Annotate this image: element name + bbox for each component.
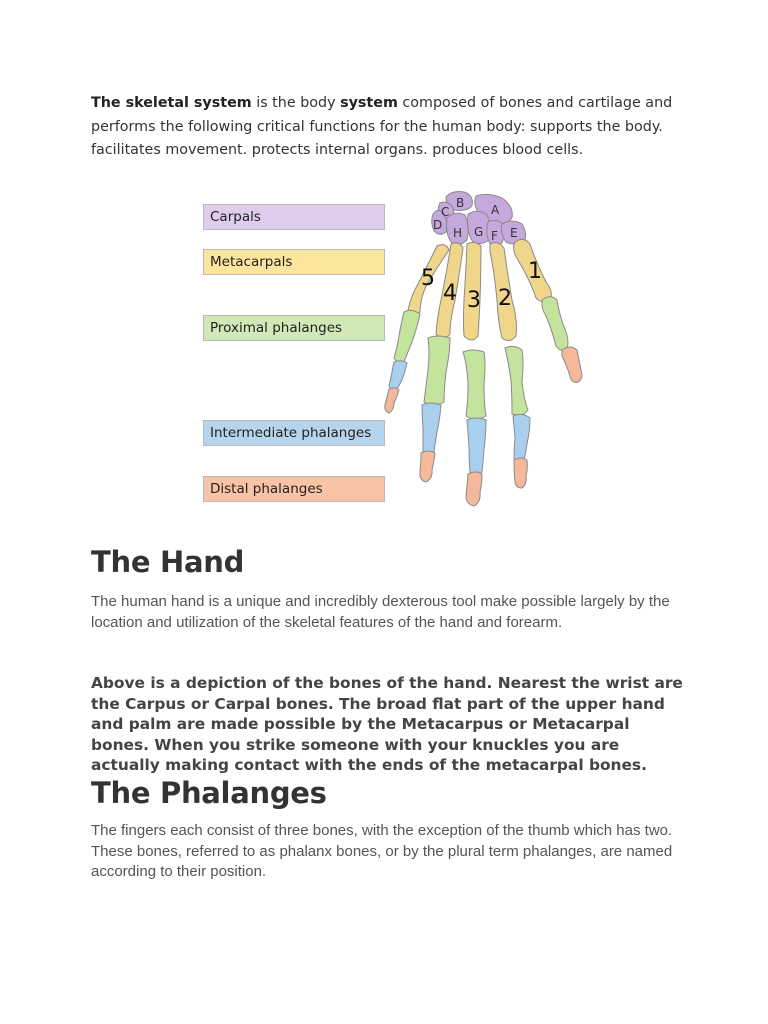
hand-bones-diagram [375, 185, 595, 515]
distal-phalanx-finger-3 [466, 472, 482, 506]
legend-carpals: Carpals [203, 204, 385, 230]
intermediate-phalanx-finger-2 [513, 414, 530, 460]
carpal-letter-c: C [441, 205, 450, 219]
proximal-phalanx-finger-4 [424, 336, 450, 405]
distal-phalanx-finger-2 [514, 458, 527, 488]
intro-term-skeletal-system: The skeletal system [91, 95, 252, 111]
legend-intermediate-phalanges: Intermediate phalanges [203, 420, 385, 446]
carpal-letter-f: F [491, 229, 498, 243]
heading-the-phalanges: The Phalanges [91, 776, 327, 810]
finger-number-1: 1 [528, 259, 542, 284]
proximal-phalanx-finger-3 [463, 350, 486, 419]
proximal-phalanx-finger-2 [505, 346, 528, 415]
legend-proximal-phalanges: Proximal phalanges [203, 315, 385, 341]
finger-number-2: 2 [498, 286, 512, 311]
heading-the-hand: The Hand [91, 545, 245, 579]
carpal-letter-a: A [491, 203, 500, 217]
legend-distal-phalanges: Distal phalanges [203, 476, 385, 502]
carpal-letter-d: D [433, 218, 443, 232]
carpal-letter-g: G [474, 225, 484, 239]
finger-number-4: 4 [443, 281, 457, 306]
intermediate-phalanx-finger-5 [389, 361, 407, 390]
intermediate-phalanx-bones [389, 361, 530, 474]
intro-text-1: is the body [251, 95, 341, 111]
distal-phalanx-finger-4 [420, 451, 435, 482]
carpal-letter-b: B [456, 196, 465, 210]
paragraph-the-phalanges: The fingers each consist of three bones, with the exception of the thumb which has two. These bones, referred to as phalanx bones, or by the plural term phalanges, are named according to their position. [91, 822, 673, 880]
distal-phalanx-finger-5 [385, 388, 399, 413]
intro-text-2: composed of bones and cartilage and performs the following critical functions for the human body: supports the body. facilitates movement. protects internal organs. produces blood cells. [91, 95, 673, 158]
proximal-phalanx-finger-5 [394, 310, 420, 362]
finger-number-3: 3 [467, 288, 481, 313]
finger-number-5: 5 [421, 266, 435, 291]
intermediate-phalanx-finger-4 [422, 403, 441, 453]
intro-paragraph [91, 92, 681, 163]
paragraph-the-hand: The human hand is a unique and incredibly dexterous tool make possible largely by the location and utilization of the skeletal features of the hand and forearm. [91, 593, 670, 631]
intermediate-phalanx-finger-3 [467, 418, 486, 474]
carpal-letter-e: E [510, 226, 518, 240]
proximal-phalanx-thumb [542, 297, 568, 351]
legend-metacarpals: Metacarpals [203, 249, 385, 275]
paragraph-hand-bones-description: Above is a depiction of the bones of the hand. Nearest the wrist are the Carpus or Carpal bones. The broad flat part of the upper hand and palm are made possible by the Metacarpus or Metacarpal bones. When you strike someone with your knuckles you are actually making contact with the ends of the metacarpal bones. [91, 674, 683, 775]
intro-term-system: system [340, 95, 398, 111]
proximal-phalanx-bones [394, 297, 568, 419]
distal-phalanx-thumb [562, 347, 582, 382]
carpal-letter-h: H [453, 226, 463, 240]
